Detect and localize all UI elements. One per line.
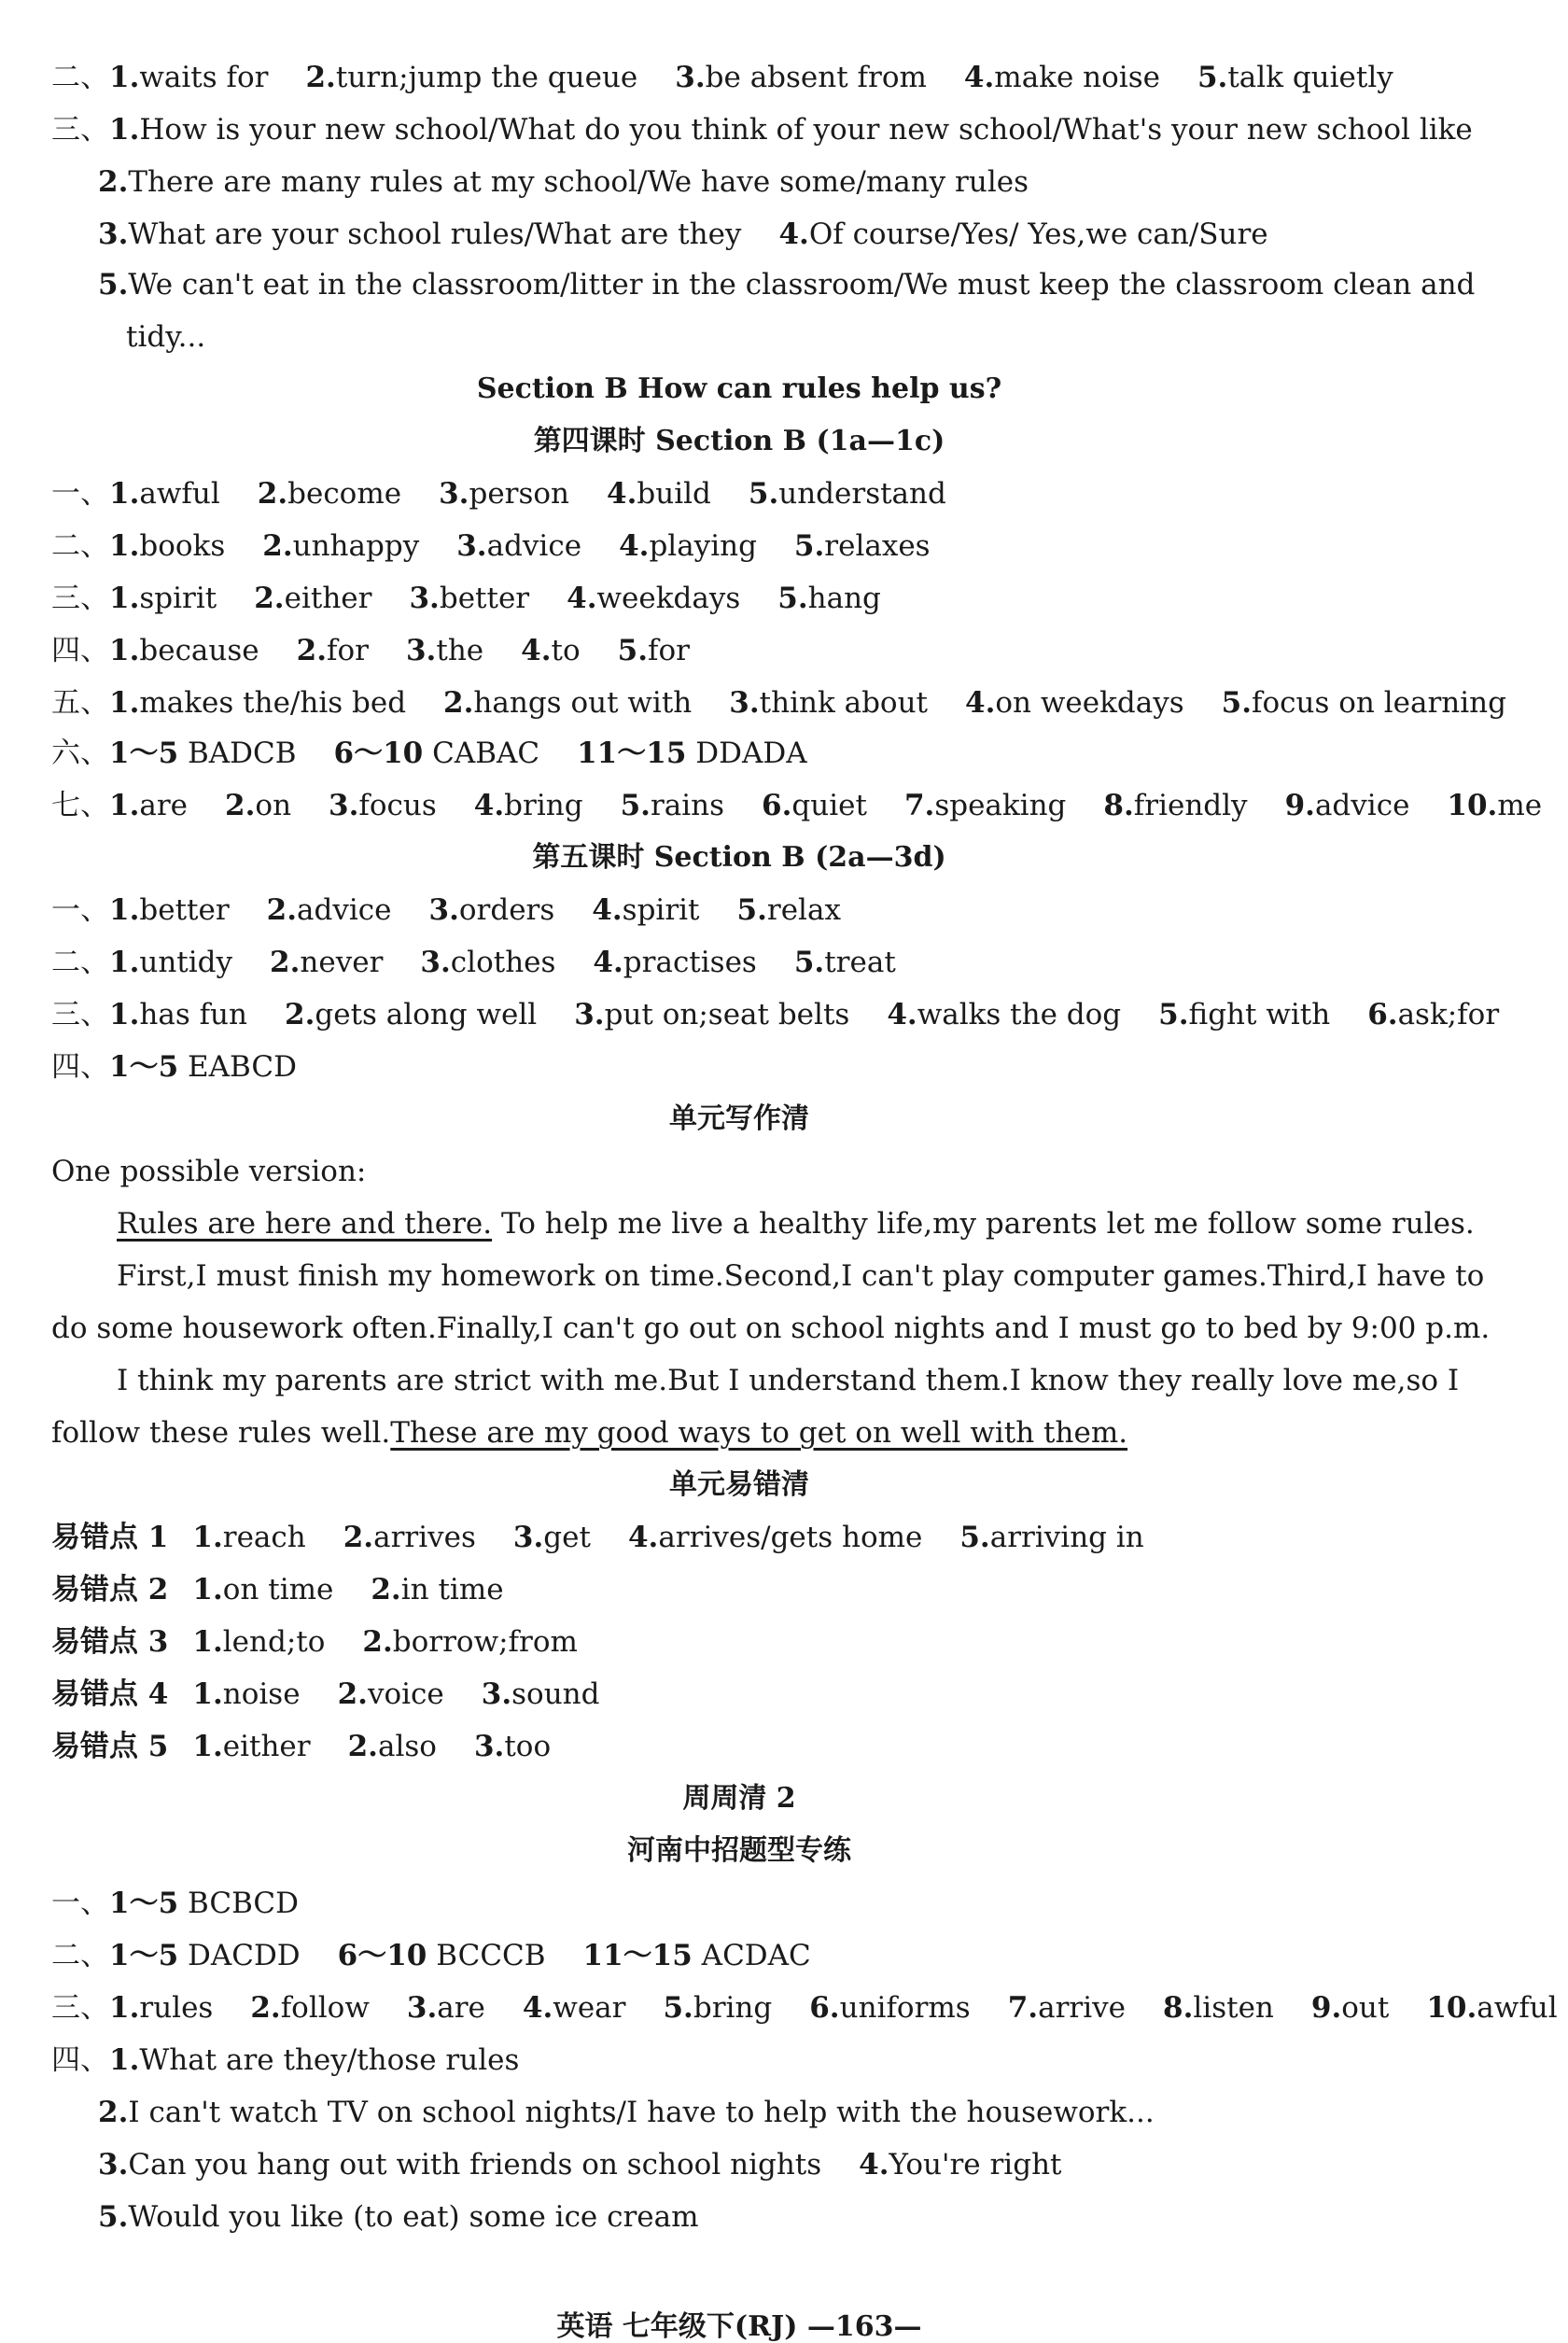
answer-item: 2.unhappy bbox=[262, 529, 420, 563]
row-label: 一、 bbox=[51, 1887, 109, 1920]
answer-item: 2.I can't watch TV on school nights/I have to help with the housework... bbox=[98, 2096, 1155, 2129]
answer-item: 3.put on;seat belts bbox=[574, 998, 850, 1031]
section-heading: 河南中招题型专练 bbox=[627, 1834, 851, 1867]
row-label: 五、 bbox=[51, 686, 109, 720]
answer-row bbox=[51, 529, 931, 563]
answer-item: 1.better bbox=[109, 893, 230, 927]
answer-item: 11～15 DDADA bbox=[577, 737, 807, 770]
answer-item: 3.What are your school rules/What are they bbox=[98, 217, 742, 251]
essay-text: To help me live a healthy life,my parents let me follow some rules. bbox=[492, 1207, 1475, 1241]
answer-item: 9.out bbox=[1310, 1991, 1390, 2025]
section-heading: 第五课时 Section B (2a—3d) bbox=[532, 841, 946, 874]
answer-row bbox=[98, 2200, 699, 2234]
row-label: 易错点 3 bbox=[51, 1625, 169, 1659]
answer-item: 6.uniforms bbox=[809, 1991, 971, 2025]
answer-item: 5.for bbox=[617, 634, 690, 667]
answer-item: 7.arrive bbox=[1007, 1991, 1126, 2025]
answer-row bbox=[51, 1939, 811, 1972]
answer-item: tidy... bbox=[126, 320, 206, 354]
section-heading: 单元易错清 bbox=[669, 1468, 809, 1501]
answer-row bbox=[51, 584, 881, 613]
row-label: 二、 bbox=[51, 1939, 109, 1972]
essay-line: First,I must finish my homework on time.Second,I can't play computer games.Third,I have to bbox=[117, 1259, 1485, 1293]
answer-item: 3.the bbox=[405, 634, 484, 667]
answer-item: 1.reach bbox=[192, 1521, 306, 1554]
essay-line bbox=[117, 1207, 1475, 1241]
answer-item: 1.lend;to bbox=[192, 1625, 326, 1659]
answer-item: 6.quiet bbox=[762, 789, 867, 822]
row-label: 一、 bbox=[51, 893, 109, 927]
answer-item: 1.because bbox=[109, 634, 259, 667]
section-heading: Section B How can rules help us? bbox=[476, 372, 1002, 405]
answer-item: 1.has fun bbox=[109, 998, 247, 1031]
answer-item: 3.get bbox=[512, 1521, 591, 1554]
row-label: 三、 bbox=[51, 1991, 109, 2025]
answer-item: 2.voice bbox=[337, 1677, 444, 1711]
answer-item: 2.There are many rules at my school/We have some/many rules bbox=[98, 165, 1029, 199]
answer-item: 4.Of course/Yes/ Yes,we can/Sure bbox=[778, 217, 1268, 251]
answer-item: 2.hangs out with bbox=[443, 686, 693, 720]
answer-item: 3.better bbox=[409, 582, 530, 615]
answer-row bbox=[51, 1677, 600, 1711]
answer-row bbox=[51, 63, 1393, 92]
answer-item: 4.practises bbox=[593, 946, 757, 979]
answer-item: 5.focus on learning bbox=[1221, 686, 1506, 720]
answer-item: 3.clothes bbox=[420, 946, 556, 979]
answer-row bbox=[98, 165, 1029, 199]
essay-line: One possible version: bbox=[51, 1155, 367, 1188]
answer-item: 4.make noise bbox=[963, 61, 1160, 94]
row-label: 易错点 4 bbox=[51, 1677, 169, 1711]
row-label: 四、 bbox=[51, 634, 109, 667]
answer-item: 1.awful bbox=[109, 477, 220, 511]
answer-row bbox=[51, 1050, 297, 1084]
answer-item: 4.You're right bbox=[859, 2148, 1062, 2182]
answer-item: 1.untidy bbox=[109, 946, 233, 979]
section-heading: 单元写作清 bbox=[669, 1102, 809, 1135]
answer-item: 5.hang bbox=[777, 582, 881, 615]
answer-item: 11～15 ACDAC bbox=[582, 1939, 811, 1972]
answer-item: 1～5 BADCB bbox=[109, 737, 297, 770]
row-label: 三、 bbox=[51, 582, 109, 615]
answer-item: 2.either bbox=[254, 582, 372, 615]
answer-item: 2.also bbox=[347, 1730, 437, 1763]
answer-item: 5.talk quietly bbox=[1197, 61, 1393, 94]
answer-item: 10.me bbox=[1447, 789, 1543, 822]
answer-item: 10.awful bbox=[1426, 1991, 1558, 2025]
answer-row bbox=[51, 948, 896, 977]
answer-item: 5.treat bbox=[793, 946, 896, 979]
answer-item: 1.either bbox=[192, 1730, 311, 1763]
answer-row bbox=[51, 1573, 504, 1606]
answer-row bbox=[98, 2148, 1062, 2182]
answer-item: 1.on time bbox=[192, 1573, 334, 1606]
answer-item: 2.for bbox=[296, 634, 369, 667]
answer-item: 1.are bbox=[109, 789, 189, 822]
row-label: 易错点 5 bbox=[51, 1730, 169, 1763]
answer-row bbox=[51, 1889, 299, 1918]
answer-item: 5.fight with bbox=[1158, 998, 1331, 1031]
answer-item: 8.listen bbox=[1163, 1991, 1274, 2025]
row-label: 易错点 2 bbox=[51, 1573, 169, 1606]
answer-item: 1～5 BCBCD bbox=[109, 1887, 299, 1920]
answer-row bbox=[126, 320, 206, 354]
answer-row bbox=[51, 113, 1473, 147]
answer-row bbox=[51, 893, 841, 927]
answer-item: 4.on weekdays bbox=[965, 686, 1184, 720]
answer-item: 3.think about bbox=[729, 686, 928, 720]
answer-item: 2.on bbox=[225, 789, 292, 822]
answer-item: 2.borrow;from bbox=[362, 1625, 578, 1659]
answer-item: 1.How is your new school/What do you think of your new school/What's your new school like bbox=[109, 113, 1473, 147]
answer-item: 5.Would you like (to eat) some ice cream bbox=[98, 2200, 699, 2234]
answer-item: 4.build bbox=[607, 477, 711, 511]
answer-item: 3.person bbox=[439, 477, 570, 511]
answer-item: 1.noise bbox=[192, 1677, 301, 1711]
row-label: 七、 bbox=[51, 789, 109, 822]
answer-row bbox=[51, 634, 690, 667]
answer-item: 4.spirit bbox=[592, 893, 700, 927]
answer-item: 2.never bbox=[270, 946, 384, 979]
answer-item: 4.to bbox=[521, 634, 581, 667]
answer-item: 1.makes the/his bed bbox=[109, 686, 407, 720]
answer-item: 2.advice bbox=[266, 893, 392, 927]
answer-item: 1.What are they/those rules bbox=[109, 2043, 520, 2077]
answer-item: 4.bring bbox=[473, 789, 583, 822]
essay-line: I think my parents are strict with me.But I understand them.I know they really love me,so I bbox=[117, 1364, 1460, 1397]
row-label: 一、 bbox=[51, 477, 109, 511]
answer-item: 1.spirit bbox=[109, 582, 217, 615]
answer-item: 5.relaxes bbox=[793, 529, 931, 563]
answer-item: 2.arrives bbox=[343, 1521, 476, 1554]
underlined-sentence: These are my good ways to get on well with them. bbox=[390, 1416, 1128, 1450]
row-label: 四、 bbox=[51, 2043, 109, 2077]
row-label: 二、 bbox=[51, 61, 109, 94]
answer-row bbox=[51, 1523, 1144, 1552]
row-label: 二、 bbox=[51, 529, 109, 563]
answer-item: 4.arrives/gets home bbox=[627, 1521, 923, 1554]
answer-item: 5.rains bbox=[620, 789, 725, 822]
essay-line bbox=[51, 1416, 1128, 1450]
answer-row bbox=[51, 477, 946, 511]
answer-item: 5.We can't eat in the classroom/litter in the classroom/We must keep the classroom clean and bbox=[98, 268, 1476, 302]
row-label: 三、 bbox=[51, 113, 109, 147]
answer-item: 9.advice bbox=[1284, 789, 1410, 822]
answer-row bbox=[51, 789, 1543, 822]
answer-item: 3.Can you hang out with friends on school nights bbox=[98, 2148, 822, 2182]
answer-item: 3.be absent from bbox=[675, 61, 927, 94]
section-heading: 第四课时 Section B (1a—1c) bbox=[533, 425, 945, 457]
answer-item: 4.playing bbox=[619, 529, 757, 563]
row-label: 二、 bbox=[51, 946, 109, 979]
answer-row bbox=[98, 217, 1268, 251]
answer-row bbox=[98, 2098, 1155, 2127]
section-heading: 周周清 2 bbox=[682, 1782, 796, 1815]
answer-row bbox=[51, 1991, 1558, 2025]
answer-item: 8.friendly bbox=[1103, 789, 1248, 822]
answer-item: 2.in time bbox=[371, 1573, 504, 1606]
answer-item: 2.become bbox=[257, 477, 402, 511]
answer-row bbox=[51, 1625, 578, 1659]
answer-item: 3.focus bbox=[329, 789, 437, 822]
answer-row bbox=[98, 268, 1476, 302]
answer-item: 4.weekdays bbox=[567, 582, 741, 615]
answer-item: 4.wear bbox=[522, 1991, 626, 2025]
answer-row bbox=[51, 739, 807, 768]
answer-row bbox=[51, 686, 1506, 720]
essay-line: do some housework often.Finally,I can't go out on school nights and I must go to bed by 9:00 p.m. bbox=[51, 1312, 1491, 1345]
page-footer: 英语 七年级下(RJ) —163— bbox=[556, 2310, 922, 2343]
answer-item: 3.advice bbox=[456, 529, 582, 563]
answer-item: 6.ask;for bbox=[1367, 998, 1500, 1031]
answer-item: 3.are bbox=[406, 1991, 485, 2025]
answer-item: 5.bring bbox=[663, 1991, 773, 2025]
essay-text: follow these rules well. bbox=[51, 1416, 391, 1450]
answer-item: 1.waits for bbox=[109, 61, 269, 94]
answer-item: 2.gets along well bbox=[285, 998, 538, 1031]
answer-item: 7.speaking bbox=[903, 789, 1067, 822]
answer-row bbox=[51, 998, 1500, 1031]
answer-item: 5.relax bbox=[736, 893, 841, 927]
answer-item: 6～10 BCCCB bbox=[337, 1939, 546, 1972]
answer-item: 1～5 EABCD bbox=[109, 1050, 297, 1084]
answer-item: 3.orders bbox=[428, 893, 555, 927]
answer-row bbox=[51, 2043, 520, 2077]
answer-item: 5.arriving in bbox=[959, 1521, 1144, 1554]
answer-item: 2.follow bbox=[250, 1991, 370, 2025]
answer-item: 3.sound bbox=[481, 1677, 600, 1711]
row-label: 三、 bbox=[51, 998, 109, 1031]
answer-row bbox=[51, 1730, 552, 1763]
underlined-sentence: Rules are here and there. bbox=[117, 1207, 493, 1241]
answer-item: 6～10 CABAC bbox=[333, 737, 540, 770]
row-label: 易错点 1 bbox=[51, 1521, 169, 1554]
answer-item: 3.too bbox=[473, 1730, 552, 1763]
answer-item: 2.turn;jump the queue bbox=[305, 61, 638, 94]
row-label: 四、 bbox=[51, 1050, 109, 1084]
answer-item: 1.rules bbox=[109, 1991, 214, 2025]
answer-item: 1～5 DACDD bbox=[109, 1939, 301, 1972]
answer-item: 4.walks the dog bbox=[887, 998, 1122, 1031]
row-label: 六、 bbox=[51, 737, 109, 770]
answer-item: 1.books bbox=[109, 529, 226, 563]
answer-item: 5.understand bbox=[748, 477, 946, 511]
